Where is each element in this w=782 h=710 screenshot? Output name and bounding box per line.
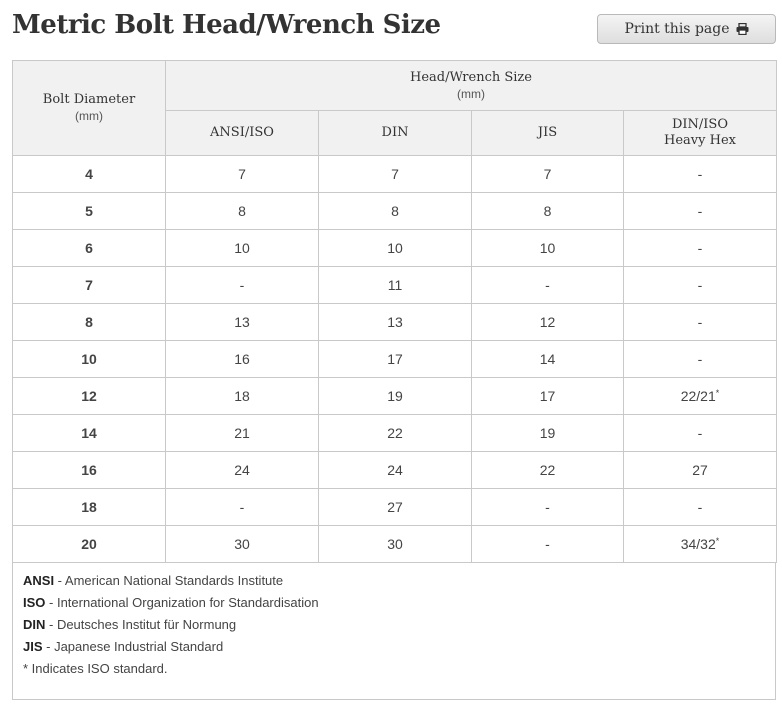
bolt-diameter-cell: 7 bbox=[13, 267, 166, 304]
din-cell: 17 bbox=[319, 341, 472, 378]
heavy-hex-cell: - bbox=[624, 415, 777, 452]
legend-abbreviation: JIS bbox=[23, 639, 43, 654]
bolt-diameter-label: Bolt Diameter bbox=[42, 92, 136, 107]
heavy-hex-value: 34/32 bbox=[680, 536, 716, 552]
column-header-jis: JIS bbox=[472, 111, 624, 156]
heavy-hex-cell: - bbox=[624, 156, 777, 193]
ansi-iso-cell: 24 bbox=[166, 452, 319, 489]
ansi-iso-cell: 10 bbox=[166, 230, 319, 267]
head-wrench-size-label: Head/Wrench Size bbox=[410, 69, 532, 85]
heavy-hex-cell: - bbox=[624, 304, 777, 341]
printer-icon bbox=[736, 23, 749, 35]
bolt-diameter-cell: 16 bbox=[13, 452, 166, 489]
table-row bbox=[13, 230, 777, 267]
wrench-size-table bbox=[12, 60, 777, 563]
bolt-diameter-cell: 5 bbox=[13, 193, 166, 230]
legend-abbreviation: DIN bbox=[23, 617, 46, 632]
bolt-diameter-cell: 4 bbox=[13, 156, 166, 193]
heavy-hex-cell: - bbox=[624, 193, 777, 230]
table-row bbox=[13, 378, 777, 415]
table-row bbox=[13, 304, 777, 341]
din-cell: 30 bbox=[319, 526, 472, 563]
ansi-iso-cell: 30 bbox=[166, 526, 319, 563]
jis-cell: - bbox=[472, 489, 624, 526]
legend-description: - American National Standards Institute bbox=[54, 573, 284, 588]
jis-cell: 12 bbox=[472, 304, 624, 341]
ansi-iso-cell: 18 bbox=[166, 378, 319, 415]
legend-list bbox=[23, 570, 765, 658]
jis-cell: - bbox=[472, 267, 624, 304]
din-cell: 27 bbox=[319, 489, 472, 526]
din-cell: 19 bbox=[319, 378, 472, 415]
table-row bbox=[13, 415, 777, 452]
bolt-diameter-cell: 14 bbox=[13, 415, 166, 452]
din-cell: 7 bbox=[319, 156, 472, 193]
legend-item bbox=[23, 636, 765, 658]
ansi-iso-cell: 16 bbox=[166, 341, 319, 378]
din-cell: 13 bbox=[319, 304, 472, 341]
ansi-iso-cell: - bbox=[166, 489, 319, 526]
table-row bbox=[13, 156, 777, 193]
table-row bbox=[13, 267, 777, 304]
heavy-hex-cell: - bbox=[624, 489, 777, 526]
ansi-iso-cell: 13 bbox=[166, 304, 319, 341]
table-row bbox=[13, 193, 777, 230]
bolt-diameter-cell: 12 bbox=[13, 378, 166, 415]
jis-cell: 8 bbox=[472, 193, 624, 230]
jis-cell: 7 bbox=[472, 156, 624, 193]
heavy-hex-cell bbox=[624, 378, 777, 415]
legend-description: - Deutsches Institut für Normung bbox=[45, 617, 237, 632]
bolt-diameter-cell: 20 bbox=[13, 526, 166, 563]
heavy-hex-cell: - bbox=[624, 341, 777, 378]
page-title: Metric Bolt Head/Wrench Size bbox=[12, 10, 441, 40]
bolt-diameter-cell: 10 bbox=[13, 341, 166, 378]
bolt-diameter-cell: 8 bbox=[13, 304, 166, 341]
column-header-ansi-iso: ANSI/ISO bbox=[166, 111, 319, 156]
din-cell: 22 bbox=[319, 415, 472, 452]
heavy-hex-cell: 27 bbox=[624, 452, 777, 489]
bolt-diameter-cell: 18 bbox=[13, 489, 166, 526]
jis-cell: - bbox=[472, 526, 624, 563]
heavy-hex-cell bbox=[624, 526, 777, 563]
legend-description: - International Organization for Standardisation bbox=[45, 595, 319, 610]
din-cell: 11 bbox=[319, 267, 472, 304]
heavy-hex-header-line1: DIN/ISO bbox=[671, 117, 728, 132]
bolt-diameter-unit: (mm) bbox=[75, 109, 103, 123]
heavy-hex-header-line2: Heavy Hex bbox=[664, 133, 736, 148]
ansi-iso-cell: 21 bbox=[166, 415, 319, 452]
iso-standard-marker: * bbox=[715, 536, 720, 546]
print-button-label: Print this page bbox=[624, 21, 730, 37]
iso-standard-marker: * bbox=[715, 388, 720, 398]
bolt-diameter-cell: 6 bbox=[13, 230, 166, 267]
print-page-button[interactable] bbox=[597, 14, 776, 44]
din-cell: 8 bbox=[319, 193, 472, 230]
jis-cell: 19 bbox=[472, 415, 624, 452]
abbreviations-legend bbox=[12, 562, 776, 700]
footnote: * Indicates ISO standard. bbox=[23, 661, 168, 676]
table-row bbox=[13, 452, 777, 489]
legend-description: - Japanese Industrial Standard bbox=[42, 639, 224, 654]
legend-item bbox=[23, 592, 765, 614]
legend-item bbox=[23, 570, 765, 592]
jis-cell: 22 bbox=[472, 452, 624, 489]
jis-cell: 10 bbox=[472, 230, 624, 267]
legend-item bbox=[23, 614, 765, 636]
din-cell: 24 bbox=[319, 452, 472, 489]
table-row bbox=[13, 526, 777, 563]
heavy-hex-value: 22/21 bbox=[680, 388, 716, 404]
table-body bbox=[13, 156, 777, 563]
ansi-iso-cell: - bbox=[166, 267, 319, 304]
legend-abbreviation: ISO bbox=[23, 595, 46, 610]
head-wrench-size-unit: (mm) bbox=[457, 86, 485, 101]
table-row bbox=[13, 341, 777, 378]
legend-abbreviation: ANSI bbox=[23, 573, 55, 588]
column-header-din: DIN bbox=[319, 111, 472, 156]
heavy-hex-cell: - bbox=[624, 267, 777, 304]
bolt-diameter-header bbox=[13, 61, 166, 156]
table-row bbox=[13, 489, 777, 526]
head-wrench-size-header bbox=[166, 61, 777, 111]
jis-cell: 17 bbox=[472, 378, 624, 415]
ansi-iso-cell: 8 bbox=[166, 193, 319, 230]
ansi-iso-cell: 7 bbox=[166, 156, 319, 193]
din-cell: 10 bbox=[319, 230, 472, 267]
column-header-din-iso-heavy-hex bbox=[624, 111, 777, 156]
heavy-hex-cell: - bbox=[624, 230, 777, 267]
jis-cell: 14 bbox=[472, 341, 624, 378]
